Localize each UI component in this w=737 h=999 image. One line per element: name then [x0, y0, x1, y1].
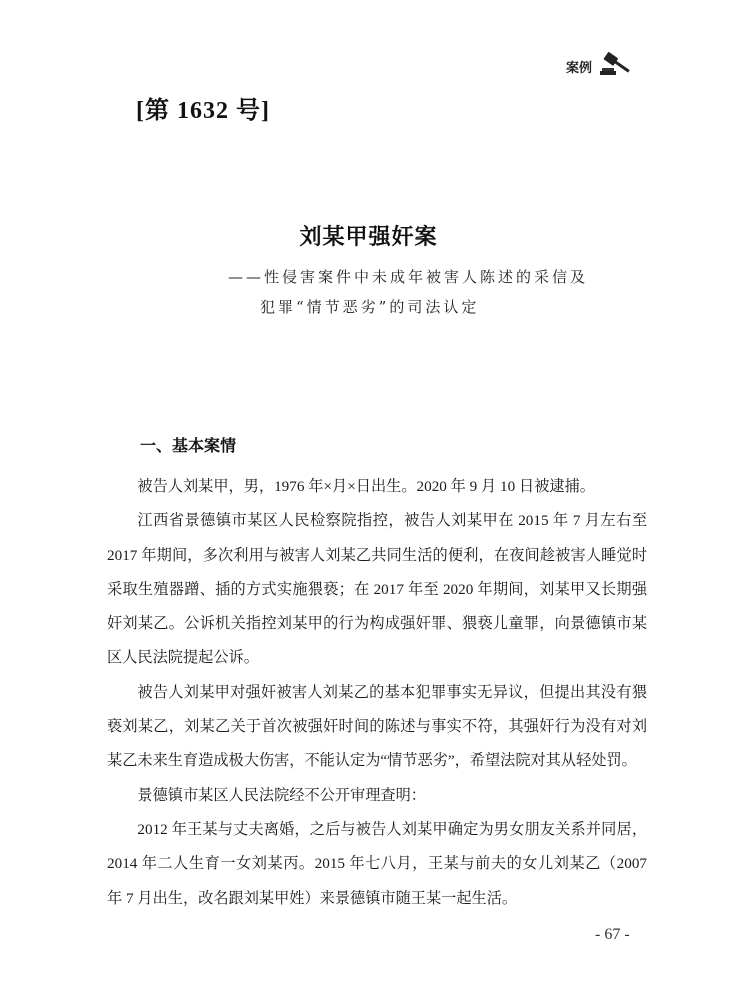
paragraph: 被告人刘某甲，男，1976 年×月×日出生。2020 年 9 月 10 日被逮捕。: [137, 478, 595, 495]
body-text: [107, 470, 647, 916]
case-number: [第 1632 号]: [136, 98, 270, 124]
article-subtitle-line-1: ——性侵害案件中未成年被害人陈述的采信及: [228, 268, 589, 286]
article-subtitle-line-2: 犯罪“情节恶劣”的司法认定: [260, 298, 480, 316]
article-title: 刘某甲强奸案: [299, 225, 438, 250]
running-header: [566, 52, 632, 80]
section-heading: 一、基本案情: [140, 436, 237, 455]
header-label: 案例: [566, 60, 593, 76]
page-number: - 67 -: [595, 926, 630, 943]
paragraph: 2012 年王某与丈夫离婚，之后与被告人刘某甲确定为男女朋友关系并同居，2014 年二人生育一女刘某丙。2015 年七八月，王某与前夫的女儿刘某乙（2007 年 7 月出生，改名跟刘某甲姓）来景德镇市随王某一起生活。: [107, 820, 647, 907]
paragraph: 江西省景德镇市某区人民检察院指控，被告人刘某甲在 2015 年 7 月左右至 2017 年期间，多次利用与被害人刘某乙共同生活的便利，在夜间趁被害人睡觉时采取生殖器蹭、插的方式实施猥亵；在 2017 年至 2020 年期间，刘某甲又长期强奸刘某乙。公诉机关指控刘某甲的行为构成强奸罪、猥亵儿童罪，向景德镇市某区人民法院提起公诉。: [107, 512, 647, 667]
paragraph: 被告人刘某甲对强奸被害人刘某乙的基本犯罪事实无异议，但提出其没有猥亵刘某乙，刘某乙关于首次被强奸时间的陈述与事实不符，其强奸行为没有对刘某乙未来生育造成极大伤害，不能认定为“情节恶劣”，希望法院对其从轻处罚。: [107, 683, 647, 770]
paragraph: 景德镇市某区人民法院经不公开审理查明：: [137, 786, 426, 804]
gavel-icon: [598, 52, 632, 80]
